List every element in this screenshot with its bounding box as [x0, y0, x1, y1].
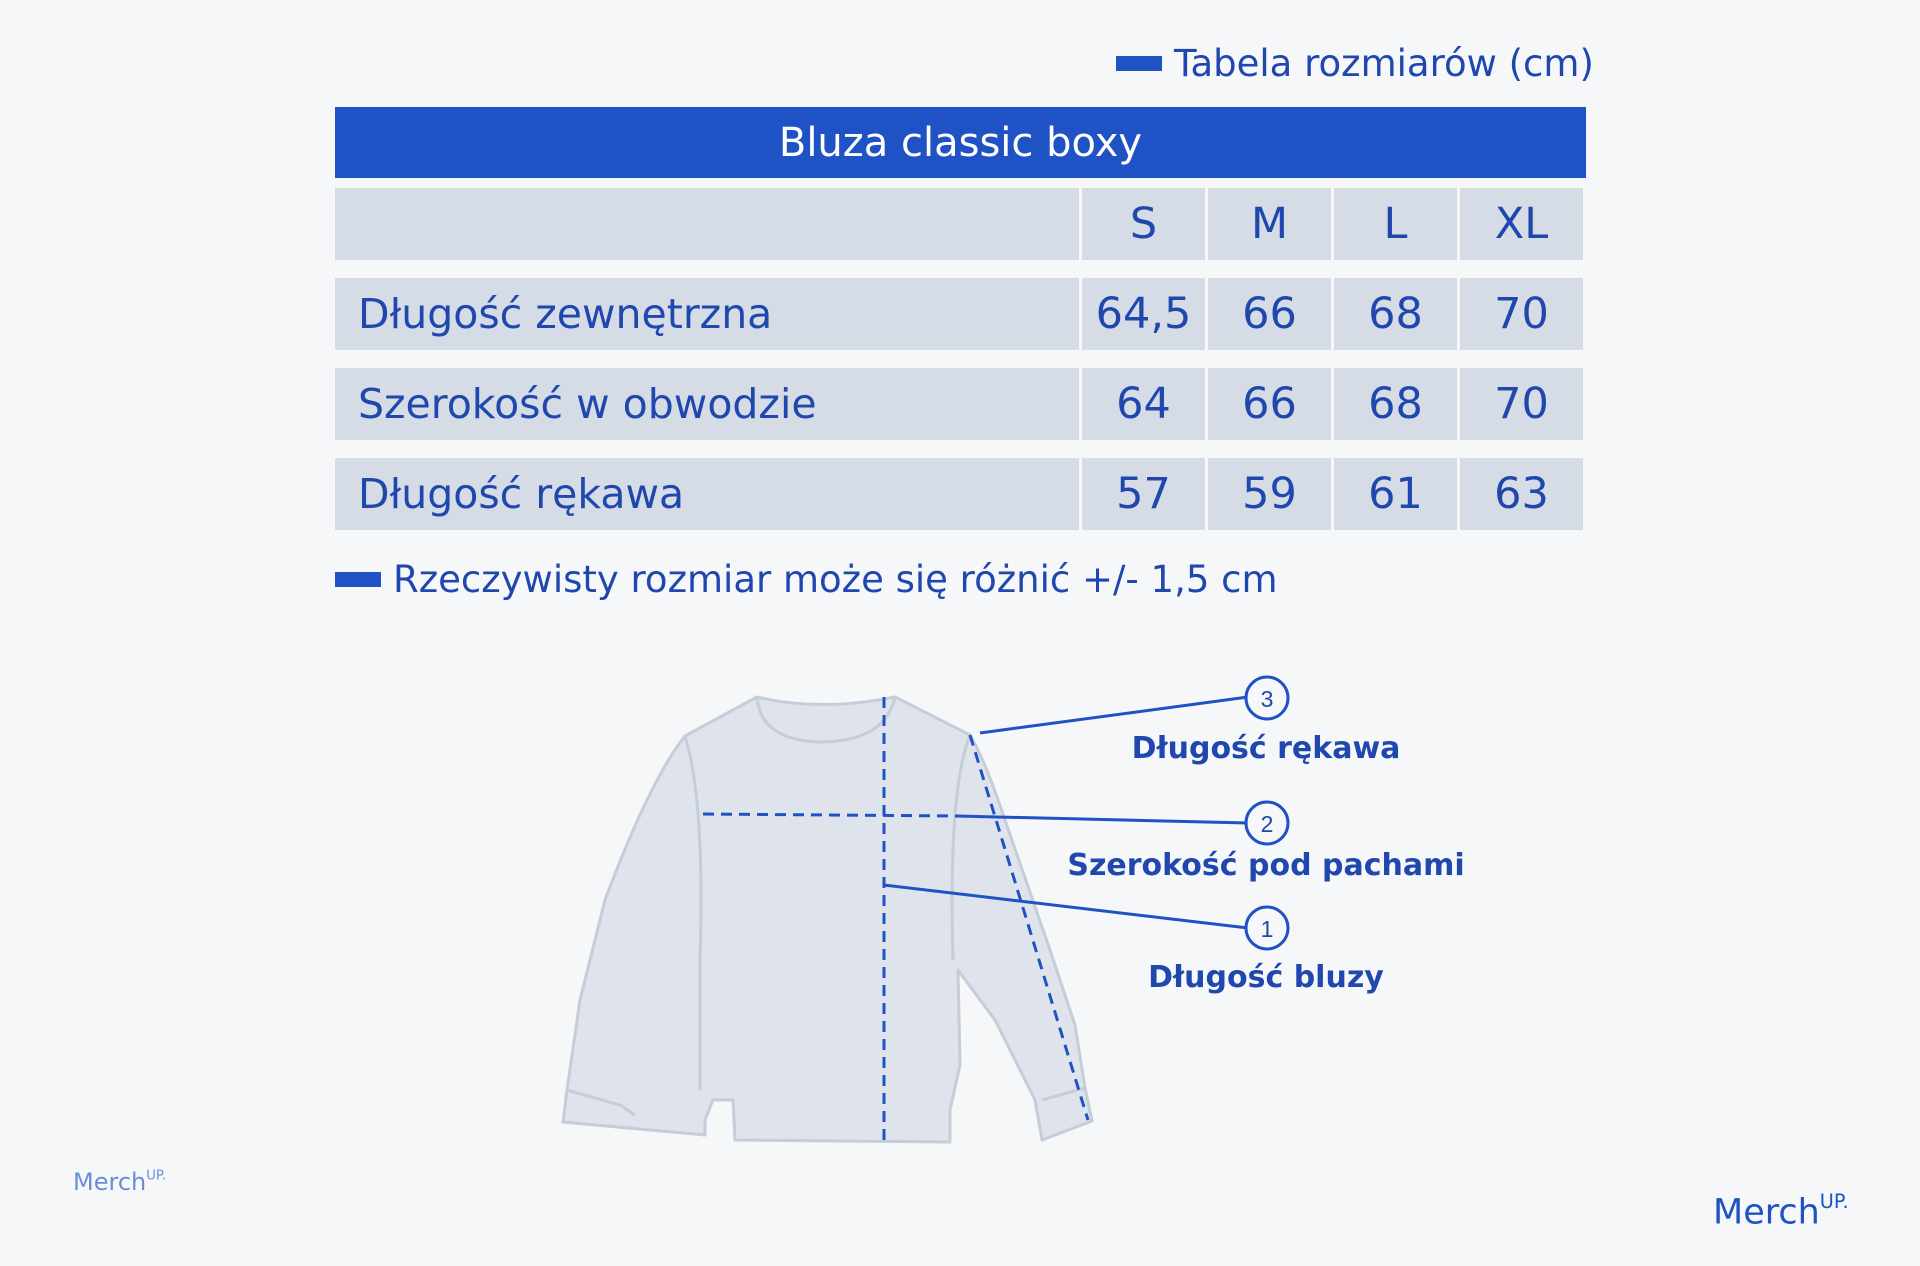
marker-3-label: Długość rękawa — [1131, 731, 1401, 766]
size-header-s: S — [1082, 188, 1205, 260]
brand-suffix: UP. — [1819, 1190, 1849, 1213]
sleeve-leader-line — [980, 697, 1248, 733]
brand-logo-large — [1713, 1190, 1849, 1232]
sweatshirt-shape — [563, 697, 1092, 1142]
marker-1-number: 1 — [1260, 916, 1274, 942]
table-cell: 68 — [1334, 278, 1457, 350]
table-cell: 66 — [1208, 368, 1331, 440]
table-cell: 70 — [1460, 368, 1583, 440]
brand-suffix: UP. — [146, 1168, 166, 1184]
marker-3-number: 3 — [1260, 686, 1274, 712]
table-title: Bluza classic boxy — [335, 107, 1586, 178]
brand-logo-small — [73, 1168, 166, 1196]
brand-name: Merch — [73, 1168, 147, 1196]
brand-name: Merch — [1713, 1192, 1820, 1233]
row-label-outer-length: Długość zewnętrzna — [335, 278, 1079, 350]
table-cell: 70 — [1460, 278, 1583, 350]
row-label-sleeve-length: Długość rękawa — [335, 458, 1079, 530]
table-cell: 61 — [1334, 458, 1457, 530]
table-cell: 59 — [1208, 458, 1331, 530]
table-cell: 64 — [1082, 368, 1205, 440]
table-cell: 63 — [1460, 458, 1583, 530]
size-header-xl: XL — [1460, 188, 1583, 260]
size-header-l: L — [1334, 188, 1457, 260]
marker-1-label: Długość bluzy — [1148, 960, 1384, 995]
marker-2-number: 2 — [1260, 811, 1274, 837]
marker-2-label: Szerokość pod pachami — [1067, 848, 1465, 883]
table-cell: 57 — [1082, 458, 1205, 530]
table-cell: 68 — [1334, 368, 1457, 440]
legend-label: Tabela rozmiarów (cm) — [1174, 42, 1594, 85]
size-header-m: M — [1208, 188, 1331, 260]
note-text: Rzeczywisty rozmiar może się różnić +/- 1,5 cm — [393, 558, 1278, 601]
table-cell: 64,5 — [1082, 278, 1205, 350]
table-cell: 66 — [1208, 278, 1331, 350]
row-label-circumference: Szerokość w obwodzie — [335, 368, 1079, 440]
